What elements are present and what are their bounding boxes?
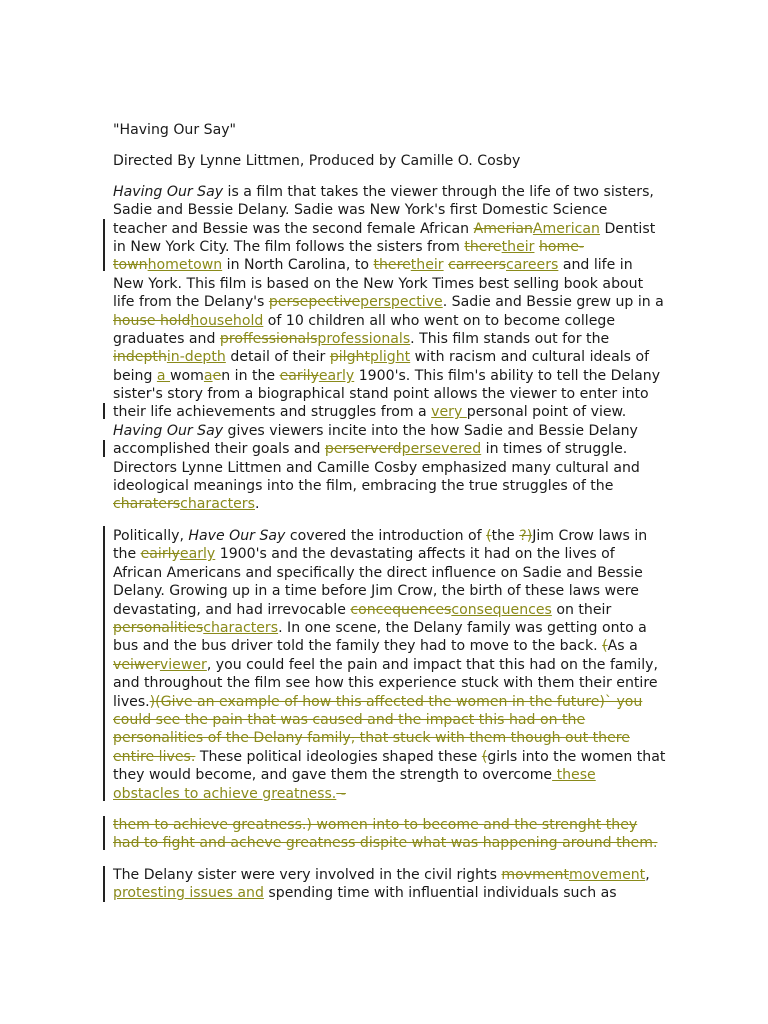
insertion: a: [203, 368, 213, 384]
text-run: 1900's. This film's ability to tell the Delany: [354, 368, 661, 384]
text-run: graduates and: [113, 331, 220, 347]
text-run: girls into the women that: [487, 749, 666, 765]
insertion: characters: [203, 620, 279, 636]
text-run: teacher and Bessie was the second female African: [113, 221, 474, 237]
deletion: indepth: [113, 349, 167, 365]
revision-bar: [103, 403, 105, 419]
text-line: [113, 403, 626, 421]
insertion: persevered: [401, 441, 482, 457]
text-run: in New York City. The film follows the sisters from: [113, 239, 465, 255]
text-run: and life in: [558, 257, 633, 273]
text-run: lives.: [113, 694, 150, 710]
text-run: These political ideologies shaped these: [195, 749, 482, 765]
deletion: charaters: [113, 496, 181, 512]
deletion: (: [602, 638, 608, 654]
insertion: in-depth: [166, 349, 226, 365]
text-run: the: [491, 528, 520, 544]
text-line: [113, 330, 609, 348]
text-run: Sadie and Bessie Delany. Sadie was New York's first Domestic Science: [113, 202, 608, 218]
text-line: [113, 816, 637, 834]
text-run: Dentist: [599, 221, 656, 237]
text-line: [113, 748, 665, 766]
deletion: pilght: [329, 349, 370, 365]
insertion: perspective: [360, 294, 443, 310]
text-line: [113, 527, 647, 545]
text-line: [113, 220, 655, 238]
text-run: is a film that takes the viewer through the life of two sisters,: [223, 184, 654, 200]
text-run: African Americans and specifically the direct influence on Sadie and Bessie: [113, 565, 643, 581]
deletion: (: [486, 528, 492, 544]
document-title: "Having Our Say": [113, 122, 237, 138]
text-run: Having Our Say: [113, 423, 224, 439]
deletion: -: [336, 786, 346, 802]
text-run: n in the: [221, 368, 280, 384]
text-run: with racism and cultural ideals of: [410, 349, 650, 365]
text-run: As a: [607, 638, 638, 654]
text-run: in North Carolina, to: [222, 257, 374, 273]
text-line: [113, 866, 650, 884]
deletion: house hold: [113, 313, 191, 329]
text-line: [113, 312, 615, 330]
text-run: life from the Delany's: [113, 294, 269, 310]
insertion: consequences: [451, 602, 552, 618]
text-line: [113, 422, 638, 440]
deletion: concequences: [350, 602, 452, 618]
text-run: personal point of view.: [466, 404, 627, 420]
insertion: protesting issues and: [113, 885, 264, 901]
text-run: New York. This film is based on the New York Times best selling book about: [113, 276, 644, 292]
text-run: covered the introduction of: [285, 528, 487, 544]
deletion: had to fight and acheve greatness dispite what was happening around them.: [113, 835, 658, 851]
text-run: sister's story from a biographical stand point allows the viewer to enter into: [113, 386, 649, 402]
text-run: gives viewers incite into the how Sadie and Bessie Delany: [223, 423, 638, 439]
insertion: plight: [370, 349, 411, 365]
text-line: [113, 637, 638, 655]
text-run: Jim Crow laws in: [532, 528, 648, 544]
deletion: proffessionals: [219, 331, 318, 347]
text-run: .: [254, 496, 260, 512]
text-line: [113, 619, 647, 637]
text-run: of 10 children all who went on to become college: [263, 313, 615, 329]
text-line: [113, 656, 658, 674]
revision-bar: [103, 219, 105, 271]
revision-bar: [103, 816, 105, 850]
insertion: their: [410, 257, 444, 273]
text-line: [113, 884, 617, 902]
insertion: early: [318, 368, 355, 384]
text-line: [113, 256, 633, 274]
text-line: [113, 183, 654, 201]
text-run: they would become, and gave them the strength to overcome: [113, 767, 553, 783]
text-run: their life achievements and struggles from a: [113, 404, 432, 420]
deletion: carreers: [448, 257, 506, 273]
text-run: Delany. Growing up in a time before Jim Crow, the birth of these laws were: [113, 583, 639, 599]
text-run: Politically,: [113, 528, 189, 544]
text-run: Directors Lynne Littmen and Camille Cosby emphasized many cultural and: [113, 460, 640, 476]
deletion: e: [212, 368, 222, 384]
text-line: [113, 348, 649, 366]
deletion: ?): [519, 528, 533, 544]
text-line: [113, 545, 615, 563]
text-line: [113, 785, 346, 803]
deletion: earily: [279, 368, 319, 384]
text-line: [113, 293, 664, 311]
revision-bar: [103, 440, 105, 457]
text-run: wom: [170, 368, 204, 384]
deletion: veiwer: [113, 657, 160, 673]
revision-bar: [103, 526, 105, 801]
text-run: 1900's and the devastating affects it had on the lives of: [215, 546, 615, 562]
insertion: household: [190, 313, 264, 329]
text-line: [113, 601, 611, 619]
text-run: being: [113, 368, 157, 384]
text-line: [113, 367, 660, 385]
insertion: early: [179, 546, 216, 562]
insertion: obstacles to achieve greatness.: [113, 786, 337, 802]
insertion: their: [501, 239, 535, 255]
text-run: . Sadie and Bessie grew up in a: [442, 294, 664, 310]
insertion: careers: [506, 257, 559, 273]
insertion: American: [532, 221, 600, 237]
deletion: home-: [538, 239, 584, 255]
deletion: )(Give an example of how this affected the women in the future)` you: [149, 694, 643, 710]
insertion: hometown: [147, 257, 223, 273]
revision-bar: [103, 866, 105, 902]
text-run: the: [113, 546, 141, 562]
text-line: [113, 834, 657, 852]
credits-line: Directed By Lynne Littmen, Produced by Camille O. Cosby: [113, 153, 521, 169]
deletion: perserverd: [324, 441, 402, 457]
text-run: ,: [645, 867, 650, 883]
text-run: and throughout the film see how this experience stuck with them their entire: [113, 675, 658, 691]
deletion: persepective: [268, 294, 361, 310]
text-run: . This film stands out for the: [410, 331, 610, 347]
insertion: viewer: [159, 657, 207, 673]
text-line: [113, 693, 642, 711]
deletion: entire lives.: [113, 749, 196, 765]
deletion: personalities of the Delany family, that stuck with them though out there: [113, 730, 630, 746]
text-run: spending time with influential individuals such as: [263, 885, 617, 901]
deletion: personalities: [113, 620, 204, 636]
text-run: accomplished their goals and: [113, 441, 325, 457]
deletion: there: [464, 239, 502, 255]
text-run: devastating, and had irrevocable: [113, 602, 351, 618]
text-run: Have Our Say: [188, 528, 286, 544]
text-run: bus and the bus driver told the family they had to move to the back.: [113, 638, 603, 654]
text-line: [113, 495, 259, 513]
text-run: Having Our Say: [113, 184, 224, 200]
deletion: movment: [501, 867, 569, 883]
deletion: could see the pain that was caused and the impact this had on the: [113, 712, 586, 728]
text-line: [113, 238, 584, 256]
text-run: The Delany sister were very involved in the civil rights: [113, 867, 502, 883]
text-line: [113, 711, 585, 729]
text-line: [113, 440, 627, 458]
text-run: , you could feel the pain and impact that this had on the family,: [206, 657, 658, 673]
insertion: these: [552, 767, 596, 783]
text-line: [113, 729, 630, 747]
insertion: professionals: [317, 331, 411, 347]
deletion: there: [373, 257, 411, 273]
text-run: ideological meanings into the film, embracing the true struggles of the: [113, 478, 614, 494]
insertion: movement: [568, 867, 646, 883]
text-run: on their: [551, 602, 612, 618]
deletion: town: [113, 257, 148, 273]
text-run: detail of their: [225, 349, 330, 365]
deletion: them to achieve greatness.) women into to become and the strenght they: [113, 817, 638, 833]
text-run: . In one scene, the Delany family was getting onto a: [278, 620, 647, 636]
text-line: [113, 766, 596, 784]
insertion: very: [431, 404, 467, 420]
deletion: (: [481, 749, 488, 765]
insertion: a: [156, 368, 171, 384]
text-run: in times of struggle.: [481, 441, 628, 457]
deletion: Amerian: [473, 221, 533, 237]
insertion: characters: [180, 496, 255, 512]
deletion: eairly: [140, 546, 180, 562]
